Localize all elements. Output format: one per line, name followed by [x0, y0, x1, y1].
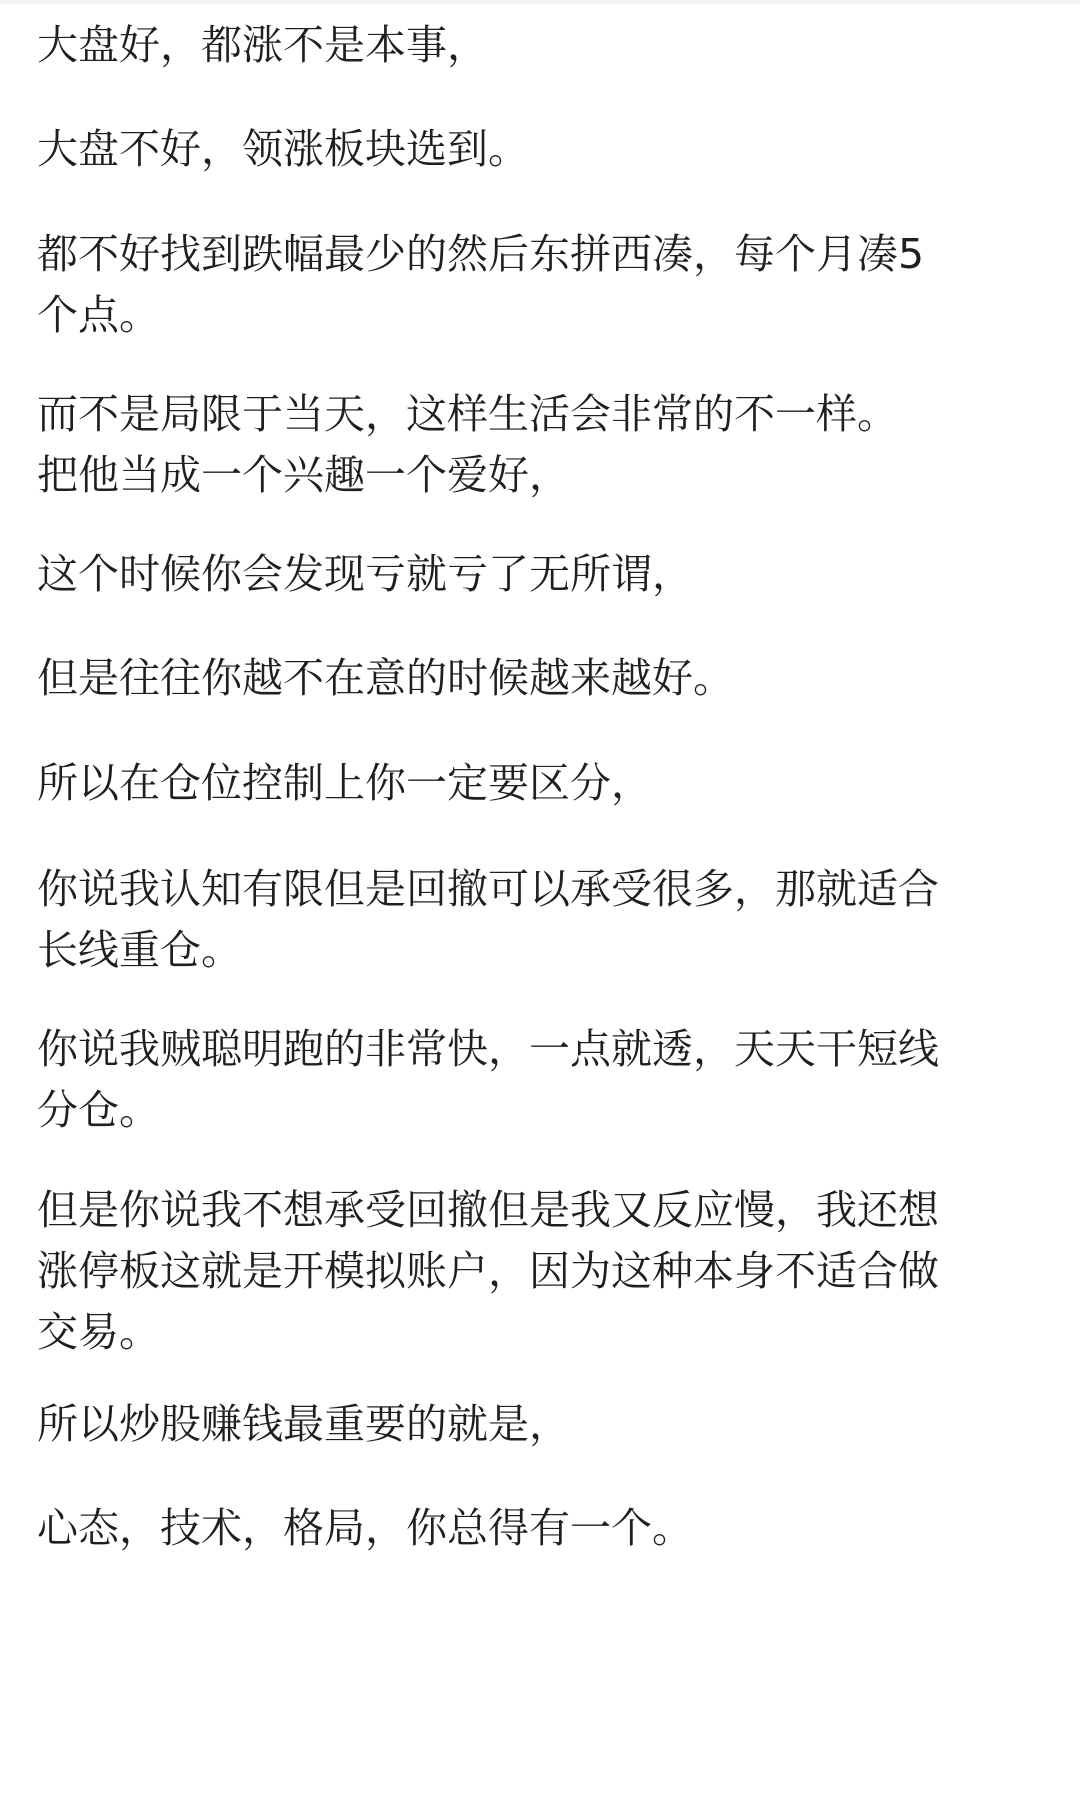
text-line: 涨停板这就是开模拟账户，因为这种本身不适合做	[37, 1247, 939, 1295]
text-line: 分仓。	[37, 1086, 160, 1134]
paragraph	[37, 648, 734, 709]
text-line: 心态，技术，格局，你总得有一个。	[37, 1504, 693, 1552]
paragraph	[37, 384, 898, 506]
paragraph	[37, 1498, 693, 1559]
paragraph	[37, 753, 652, 814]
text-line: 但是你说我不想承受回撤但是我又反应慢，我还想	[37, 1186, 939, 1234]
paragraph	[37, 859, 939, 981]
paragraph	[37, 1180, 939, 1363]
text-line: 但是往往你越不在意的时候越来越好。	[37, 654, 734, 702]
text-line: 个点。	[37, 291, 160, 339]
text-line: 长线重仓。	[37, 926, 242, 974]
paragraph	[37, 224, 924, 346]
paragraph	[37, 1019, 939, 1141]
text-line: 所以在仓位控制上你一定要区分，	[37, 759, 652, 807]
text-line: 你说我认知有限但是回撤可以承受很多，那就适合	[37, 865, 939, 913]
paragraph	[37, 119, 529, 180]
text-line: 交易。	[37, 1308, 160, 1356]
text-line: 所以炒股赚钱最重要的就是，	[37, 1400, 570, 1448]
text-line: 大盘好，都涨不是本事，	[37, 21, 488, 69]
text-line: 这个时候你会发现亏就亏了无所谓，	[37, 550, 693, 598]
text-line: 大盘不好，领涨板块选到。	[37, 125, 529, 173]
top-divider	[0, 0, 1080, 4]
paragraph	[37, 1394, 570, 1455]
text-line: 而不是局限于当天，这样生活会非常的不一样。	[37, 390, 898, 438]
paragraph	[37, 544, 693, 605]
text-line: 把他当成一个兴趣一个爱好，	[37, 451, 570, 499]
paragraph	[37, 15, 488, 76]
text-line: 都不好找到跌幅最少的然后东拼西凑，每个月凑5	[37, 230, 925, 278]
text-line: 你说我贼聪明跑的非常快，一点就透，天天干短线	[37, 1025, 939, 1073]
